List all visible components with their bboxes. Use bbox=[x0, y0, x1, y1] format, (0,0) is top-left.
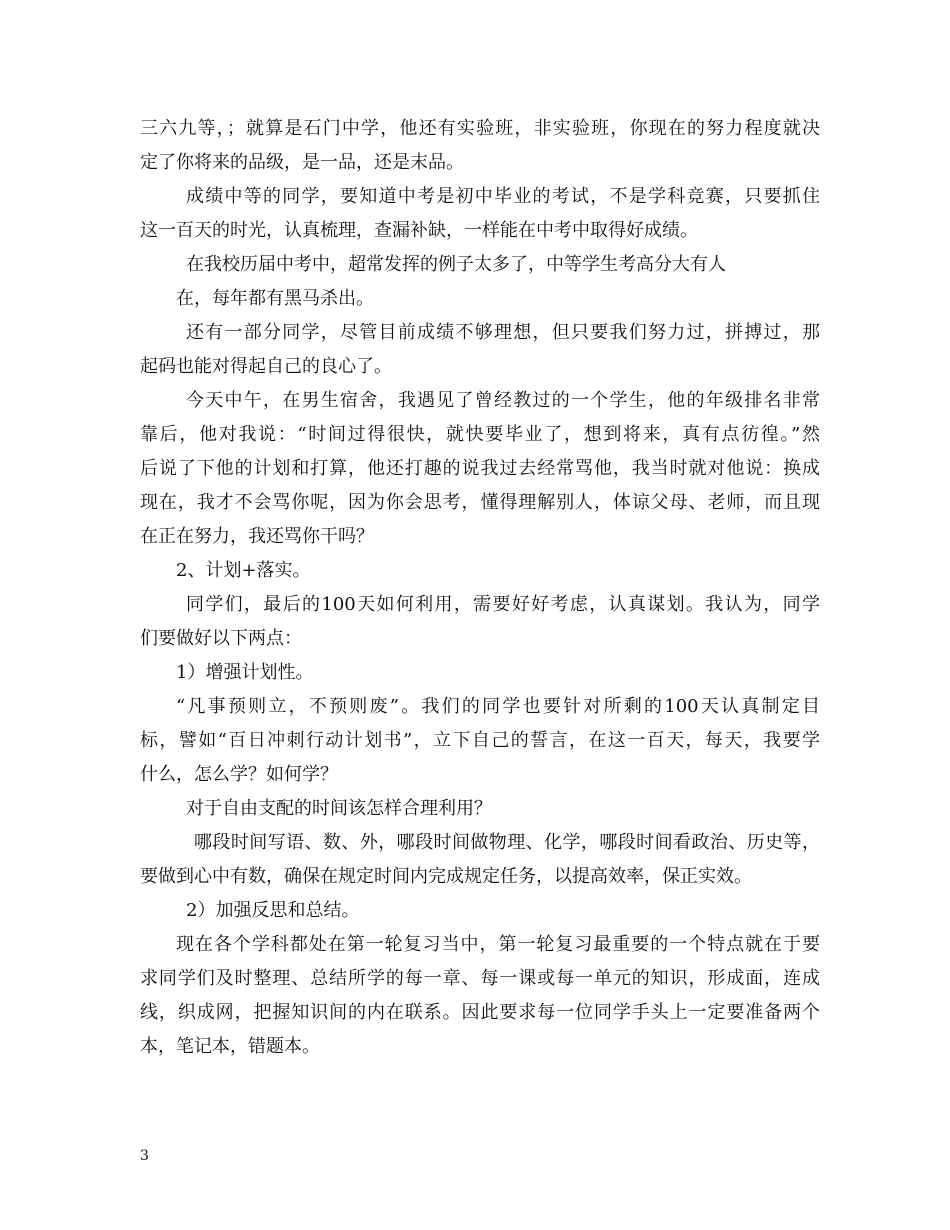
text-line: 现在各个学科都处在第一轮复习当中，第一轮复习最重要的一个特点就在于要 bbox=[176, 934, 820, 955]
text-line: 三六九等，；就算是石门中学，他还有实验班，非实验班，你现在的努力程度就决 bbox=[140, 118, 820, 139]
text-line: 这一百天的时光，认真梳理，查漏补缺，一样能在中考中取得好成绩。 bbox=[140, 220, 698, 241]
text-line: 在正在努力，我还骂你干吗？ bbox=[140, 526, 374, 547]
text-line: 哪段时间写语、数、外，哪段时间做物理、化学，哪段时间看政治、历史等， bbox=[194, 832, 820, 853]
text-line: 后说了下他的计划和打算，他还打趣的说我过去经常骂他，我当时就对他说：换成 bbox=[140, 458, 820, 479]
text-line: 什么，怎么学？如何学？ bbox=[140, 764, 338, 785]
text-line: 本，笔记本，错题本。 bbox=[140, 1036, 320, 1057]
text-line: 成绩中等的同学，要知道中考是初中毕业的考试，不是学科竞赛，只要抓住 bbox=[186, 186, 820, 207]
text-line: 们要做好以下两点： bbox=[140, 628, 302, 649]
subsection-heading: 1）增强计划性。 bbox=[176, 662, 314, 683]
subsection-heading: 2）加强反思和总结。 bbox=[186, 900, 360, 921]
section-heading: 2、计划+落实。 bbox=[176, 560, 311, 581]
page-number: 3 bbox=[140, 1148, 149, 1164]
text-line: 在，每年都有黑马杀出。 bbox=[176, 288, 374, 309]
text-line: 还有一部分同学，尽管目前成绩不够理想，但只要我们努力过，拼搏过，那 bbox=[186, 322, 820, 343]
text-line: 对于自由支配的时间该怎样合理利用？ bbox=[186, 798, 492, 819]
text-line: 今天中午，在男生宿舍，我遇见了曾经教过的一个学生，他的年级排名非常 bbox=[186, 390, 820, 411]
text-line: 起码也能对得起自己的良心了。 bbox=[140, 356, 392, 377]
text-line: “凡事预则立，不预则废”。我们的同学也要针对所剩的100天认真制定目 bbox=[176, 696, 820, 717]
text-line: 靠后，他对我说：“时间过得很快，就快要毕业了，想到将来，真有点彷徨。”然 bbox=[140, 424, 820, 445]
text-line: 求同学们及时整理、总结所学的每一章、每一课或每一单元的知识，形成面，连成 bbox=[140, 968, 820, 989]
text-line: 在我校历届中考中，超常发挥的例子太多了，中等学生考高分大有人 bbox=[186, 254, 726, 275]
text-line: 要做到心中有数，确保在规定时间内完成规定任务，以提高效率，保正实效。 bbox=[140, 866, 752, 887]
text-line: 标，譬如“百日冲刺行动计划书”，立下自己的誓言，在这一百天，每天，我要学 bbox=[140, 730, 820, 751]
text-line: 线，织成网，把握知识间的内在联系。因此要求每一位同学手头上一定要准备两个 bbox=[140, 1002, 820, 1023]
text-line: 同学们，最后的100天如何利用，需要好好考虑，认真谋划。我认为，同学 bbox=[186, 594, 820, 615]
text-line: 现在，我才不会骂你呢，因为你会思考，懂得理解别人，体谅父母、老师，而且现 bbox=[140, 492, 820, 513]
text-line: 定了你将来的品级，是一品，还是末品。 bbox=[140, 152, 464, 173]
